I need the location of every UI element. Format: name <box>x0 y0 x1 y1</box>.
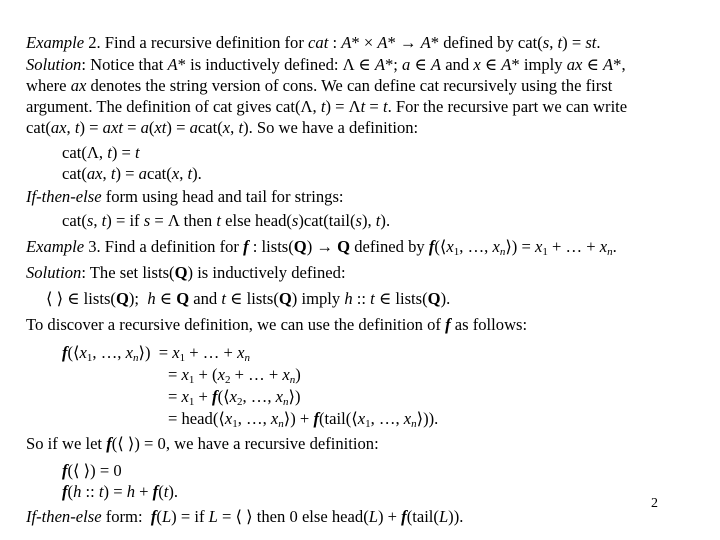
example-3-heading: Example 3. Find a definition for f : lists(Q) → Q defined by $f(⟨x_1$, …, $x_n⟩) = x_1$ + … + $x_n$. <box>26 237 617 258</box>
f-base-case: f(⟨ ⟩) = 0 <box>62 461 122 480</box>
example-2-heading: Example 2. Find a recursive definition for cat : A* × A* → A* defined by cat(s, t) = st. <box>26 33 601 52</box>
solution-2-line-1: Solution: The set lists(Q) is inductively defined: <box>26 263 346 282</box>
f-recursive-case: f(h :: t) = h + f(t). <box>62 482 179 501</box>
solution-1-line-3: argument. The definition of cat gives cat(Λ, t) = Λt = t. For the recursive part we can write <box>26 97 628 116</box>
cat-recursive-case: cat(ax, t) = acat(x, t). <box>62 164 202 183</box>
solution-1-line-4: cat(ax, t) = axt = a(xt) = acat(x, t). So we have a definition: <box>26 118 419 137</box>
discover-recursive-line: To discover a recursive definition, we can use the definition of f as follows: <box>26 315 528 334</box>
page-number: 2 <box>651 496 658 511</box>
lists-inductive-def: ⟨ ⟩ ∈ lists(Q); h ∈ Q and t ∈ lists(Q) imply h :: t ∈ lists(Q). <box>46 289 451 308</box>
derivation-step-3: = $x_1$ + $f(⟨x_2$, …, $x_n⟩$) <box>168 387 301 408</box>
f-if-then-else: If-then-else form: f(L) = if L = ⟨ ⟩ then 0 else head(L) + f(tail(L)). <box>26 507 464 526</box>
derivation-step-4: = $head(⟨x_1$, …, $x_n⟩$) + $f(tail(⟨x_1$, …, $x_n⟩$)). <box>168 409 439 430</box>
if-then-else-intro: If-then-else form using head and tail for strings: <box>26 187 344 206</box>
cat-base-case: cat(Λ, t) = t <box>62 143 140 162</box>
solution-1-line-2: where ax denotes the string version of cons. We can define cat recursively using the first <box>26 76 613 95</box>
let-f-empty-line: So if we let f(⟨ ⟩) = 0, we have a recursive definition: <box>26 434 379 453</box>
derivation-step-1: $f(⟨x_1$, …, $x_n⟩) = x_1$ + … + $x_n$ <box>62 343 250 364</box>
derivation-step-2: = $x_1 + (x_2$ + … + $x_n$) <box>168 365 301 386</box>
solution-1-line-1: Solution: Notice that A* is inductively defined: Λ ∈ A*; a ∈ A and x ∈ A* imply ax ∈ A*, <box>26 55 626 74</box>
cat-if-then-else: cat(s, t) = if s = Λ then t else head(s)cat(tail(s), t). <box>62 211 391 230</box>
